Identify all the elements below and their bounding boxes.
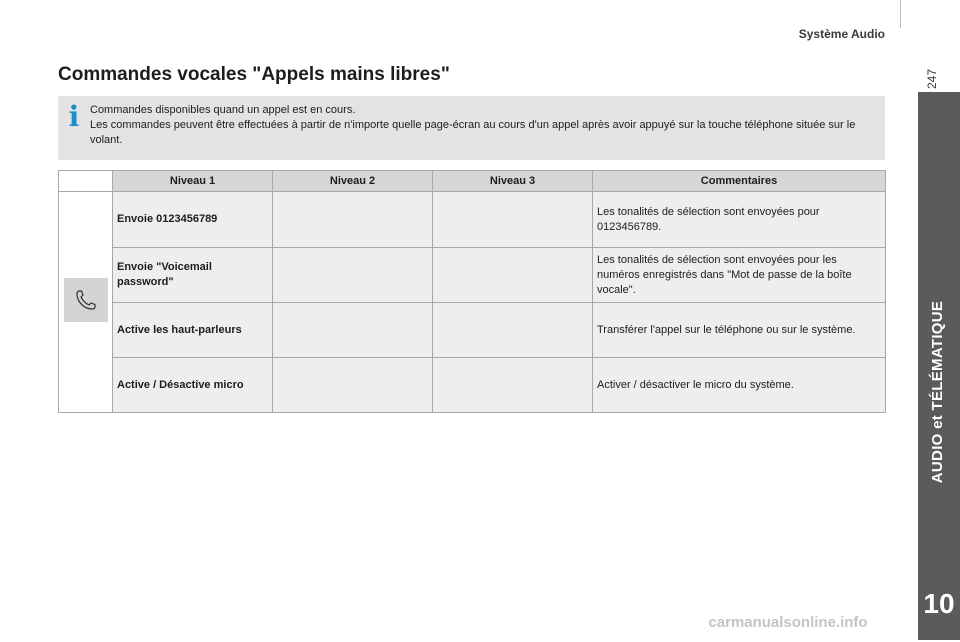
icon-cell [59, 192, 113, 413]
row-4-level-1: Active / Désactive micro [113, 358, 273, 413]
info-box [58, 96, 885, 160]
row-3-comment: Transférer l'appel sur le téléphone ou sur le système. [593, 303, 886, 358]
row-4-level-2 [273, 358, 433, 413]
chapter-side-tab [918, 92, 960, 640]
row-3-level-2 [273, 303, 433, 358]
chapter-label: AUDIO et TÉLÉMATIQUE [929, 300, 946, 484]
page-number: 247 [925, 68, 939, 90]
header-level-2: Niveau 2 [273, 171, 433, 192]
row-3-level-1: Active les haut-parleurs [113, 303, 273, 358]
icon-column-header [59, 171, 113, 192]
header-divider [900, 0, 901, 28]
voice-commands-table [58, 170, 886, 413]
info-text [90, 103, 870, 148]
table-header-row [59, 171, 886, 192]
row-1-level-2 [273, 192, 433, 248]
row-2-level-3 [433, 248, 593, 303]
row-1-comment: Les tonalités de sélection sont envoyées pour 0123456789. [593, 192, 886, 248]
table-row [59, 358, 886, 413]
table-row [59, 192, 886, 248]
row-2-level-2 [273, 248, 433, 303]
row-4-level-3 [433, 358, 593, 413]
info-line-2: Les commandes peuvent être effectuées à partir de n'importe quelle page-écran au cours d'un appel après avoir appuyé sur la touche téléphone située sur le volant. [90, 119, 856, 146]
table-row [59, 303, 886, 358]
header-level-1: Niveau 1 [113, 171, 273, 192]
section-title: Système Audio [798, 27, 885, 41]
phone-icon [64, 278, 108, 322]
header-comments: Commentaires [593, 171, 886, 192]
row-4-comment: Activer / désactiver le micro du système. [593, 358, 886, 413]
row-3-level-3 [433, 303, 593, 358]
row-2-comment: Les tonalités de sélection sont envoyées pour les numéros enregistrés dans "Mot de passe de la boîte vocale". [593, 248, 886, 303]
row-1-level-3 [433, 192, 593, 248]
info-icon: i [68, 100, 80, 133]
watermark-text: carmanualsonline.info [708, 614, 868, 631]
chapter-number: 10 [923, 588, 955, 619]
page-title: Commandes vocales "Appels mains libres" [58, 64, 450, 85]
table-row [59, 248, 886, 303]
header-level-3: Niveau 3 [433, 171, 593, 192]
row-1-level-1: Envoie 0123456789 [113, 192, 273, 248]
row-2-level-1: Envoie "Voicemail password" [113, 248, 273, 303]
info-line-1: Commandes disponibles quand un appel est en cours. [90, 104, 356, 116]
